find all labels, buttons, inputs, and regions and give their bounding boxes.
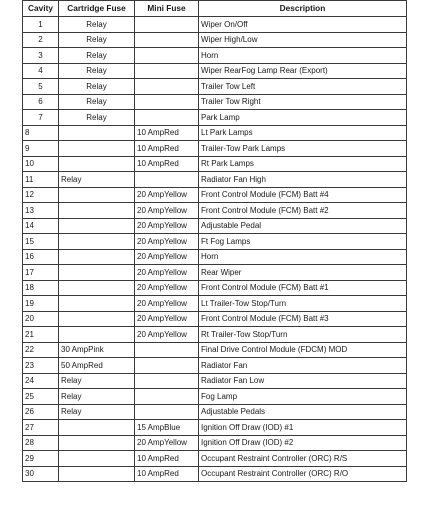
table-row [23,156,407,172]
description-cell: Radiator Fan Low [199,373,407,389]
mini-fuse-cell: 10 AmpRed [135,156,199,172]
table-row [23,296,407,312]
cavity-cell: 21 [23,327,59,343]
description-cell: Front Control Module (FCM) Batt #2 [199,203,407,219]
mini-fuse-cell [135,342,199,358]
table-row [23,358,407,374]
cavity-cell: 30 [23,466,59,482]
mini-fuse-cell [135,110,199,126]
description-cell: Horn [199,48,407,64]
mini-fuse-cell: 20 AmpYellow [135,296,199,312]
table-header-row [23,1,407,17]
cavity-cell: 8 [23,125,59,141]
mini-fuse-cell: 10 AmpRed [135,125,199,141]
description-cell: Ft Fog Lamps [199,234,407,250]
mini-fuse-cell: 20 AmpYellow [135,187,199,203]
cavity-cell: 19 [23,296,59,312]
cavity-cell: 28 [23,435,59,451]
header-mini-fuse: Mini Fuse [135,1,199,17]
cartridge-fuse-cell [59,327,135,343]
mini-fuse-cell [135,48,199,64]
cartridge-fuse-cell: Relay [59,63,135,79]
description-cell: Trailer Tow Left [199,79,407,95]
cartridge-fuse-cell: Relay [59,373,135,389]
table-row [23,265,407,281]
mini-fuse-cell: 20 AmpYellow [135,327,199,343]
mini-fuse-cell: 20 AmpYellow [135,218,199,234]
mini-fuse-cell [135,63,199,79]
cartridge-fuse-cell: Relay [59,79,135,95]
description-cell: Ignition Off Draw (IOD) #2 [199,435,407,451]
table-row [23,327,407,343]
mini-fuse-cell: 20 AmpYellow [135,265,199,281]
table-row [23,420,407,436]
cartridge-fuse-cell [59,435,135,451]
cavity-cell: 5 [23,79,59,95]
description-cell: Adjustable Pedals [199,404,407,420]
mini-fuse-cell [135,79,199,95]
cartridge-fuse-cell [59,156,135,172]
table-row [23,32,407,48]
cartridge-fuse-cell [59,125,135,141]
cavity-cell: 18 [23,280,59,296]
table-row [23,187,407,203]
header-cartridge-fuse: Cartridge Fuse [59,1,135,17]
mini-fuse-cell [135,389,199,405]
cartridge-fuse-cell [59,218,135,234]
table-row [23,311,407,327]
table-row [23,79,407,95]
description-cell: Adjustable Pedal [199,218,407,234]
description-cell: Horn [199,249,407,265]
cavity-cell: 20 [23,311,59,327]
cartridge-fuse-cell: 30 AmpPink [59,342,135,358]
cavity-cell: 14 [23,218,59,234]
cavity-cell: 9 [23,141,59,157]
table-row [23,48,407,64]
description-cell: Rear Wiper [199,265,407,281]
mini-fuse-cell: 20 AmpYellow [135,249,199,265]
table-row [23,466,407,482]
cavity-cell: 27 [23,420,59,436]
cavity-cell: 7 [23,110,59,126]
cartridge-fuse-cell [59,187,135,203]
fuse-table-container [22,0,406,482]
mini-fuse-cell [135,17,199,33]
cartridge-fuse-cell [59,141,135,157]
cartridge-fuse-cell: Relay [59,110,135,126]
description-cell: Trailer-Tow Park Lamps [199,141,407,157]
cavity-cell: 25 [23,389,59,405]
cartridge-fuse-cell: Relay [59,404,135,420]
description-cell: Lt Trailer-Tow Stop/Turn [199,296,407,312]
mini-fuse-cell: 10 AmpRed [135,466,199,482]
cartridge-fuse-cell: Relay [59,172,135,188]
mini-fuse-cell: 20 AmpYellow [135,234,199,250]
table-row [23,404,407,420]
description-cell: Front Control Module (FCM) Batt #1 [199,280,407,296]
description-cell: Radiator Fan [199,358,407,374]
table-row [23,218,407,234]
mini-fuse-cell: 10 AmpRed [135,451,199,467]
cavity-cell: 16 [23,249,59,265]
cavity-cell: 26 [23,404,59,420]
cartridge-fuse-cell [59,234,135,250]
cavity-cell: 12 [23,187,59,203]
fuse-table [22,0,407,482]
cartridge-fuse-cell [59,265,135,281]
mini-fuse-cell [135,94,199,110]
description-cell: Wiper On/Off [199,17,407,33]
cavity-cell: 29 [23,451,59,467]
description-cell: Wiper High/Low [199,32,407,48]
cartridge-fuse-cell [59,311,135,327]
description-cell: Occupant Restraint Controller (ORC) R/S [199,451,407,467]
cartridge-fuse-cell [59,249,135,265]
description-cell: Rt Trailer-Tow Stop/Turn [199,327,407,343]
cavity-cell: 15 [23,234,59,250]
description-cell: Radiator Fan High [199,172,407,188]
description-cell: Lt Park Lamps [199,125,407,141]
cartridge-fuse-cell [59,451,135,467]
cavity-cell: 3 [23,48,59,64]
header-description: Description [199,1,407,17]
mini-fuse-cell: 20 AmpYellow [135,203,199,219]
description-cell: Front Control Module (FCM) Batt #3 [199,311,407,327]
table-row [23,234,407,250]
cartridge-fuse-cell: Relay [59,48,135,64]
cavity-cell: 22 [23,342,59,358]
cavity-cell: 4 [23,63,59,79]
description-cell: Park Lamp [199,110,407,126]
mini-fuse-cell: 20 AmpYellow [135,311,199,327]
cartridge-fuse-cell [59,296,135,312]
table-row [23,389,407,405]
table-row [23,141,407,157]
cavity-cell: 13 [23,203,59,219]
table-row [23,435,407,451]
cartridge-fuse-cell: 50 AmpRed [59,358,135,374]
cartridge-fuse-cell: Relay [59,389,135,405]
table-row [23,17,407,33]
table-row [23,342,407,358]
table-row [23,451,407,467]
cartridge-fuse-cell [59,203,135,219]
mini-fuse-cell: 20 AmpYellow [135,280,199,296]
description-cell: Fog Lamp [199,389,407,405]
description-cell: Occupant Restraint Controller (ORC) R/O [199,466,407,482]
header-cavity: Cavity [23,1,59,17]
mini-fuse-cell [135,32,199,48]
mini-fuse-cell [135,404,199,420]
cavity-cell: 24 [23,373,59,389]
cavity-cell: 2 [23,32,59,48]
mini-fuse-cell: 10 AmpRed [135,141,199,157]
mini-fuse-cell [135,373,199,389]
description-cell: Ignition Off Draw (IOD) #1 [199,420,407,436]
table-row [23,94,407,110]
cavity-cell: 1 [23,17,59,33]
table-row [23,125,407,141]
mini-fuse-cell: 20 AmpYellow [135,435,199,451]
cartridge-fuse-cell: Relay [59,94,135,110]
table-row [23,172,407,188]
table-row [23,373,407,389]
cavity-cell: 23 [23,358,59,374]
cavity-cell: 10 [23,156,59,172]
cartridge-fuse-cell [59,280,135,296]
description-cell: Trailer Tow Right [199,94,407,110]
table-row [23,280,407,296]
cartridge-fuse-cell: Relay [59,32,135,48]
table-row [23,203,407,219]
mini-fuse-cell [135,358,199,374]
cartridge-fuse-cell [59,466,135,482]
description-cell: Front Control Module (FCM) Batt #4 [199,187,407,203]
cavity-cell: 11 [23,172,59,188]
description-cell: Wiper RearFog Lamp Rear (Export) [199,63,407,79]
description-cell: Rt Park Lamps [199,156,407,172]
mini-fuse-cell: 15 AmpBlue [135,420,199,436]
cartridge-fuse-cell [59,420,135,436]
cartridge-fuse-cell: Relay [59,17,135,33]
table-row [23,249,407,265]
mini-fuse-cell [135,172,199,188]
cavity-cell: 6 [23,94,59,110]
description-cell: Final Drive Control Module (FDCM) MOD [199,342,407,358]
table-row [23,110,407,126]
table-row [23,63,407,79]
cavity-cell: 17 [23,265,59,281]
